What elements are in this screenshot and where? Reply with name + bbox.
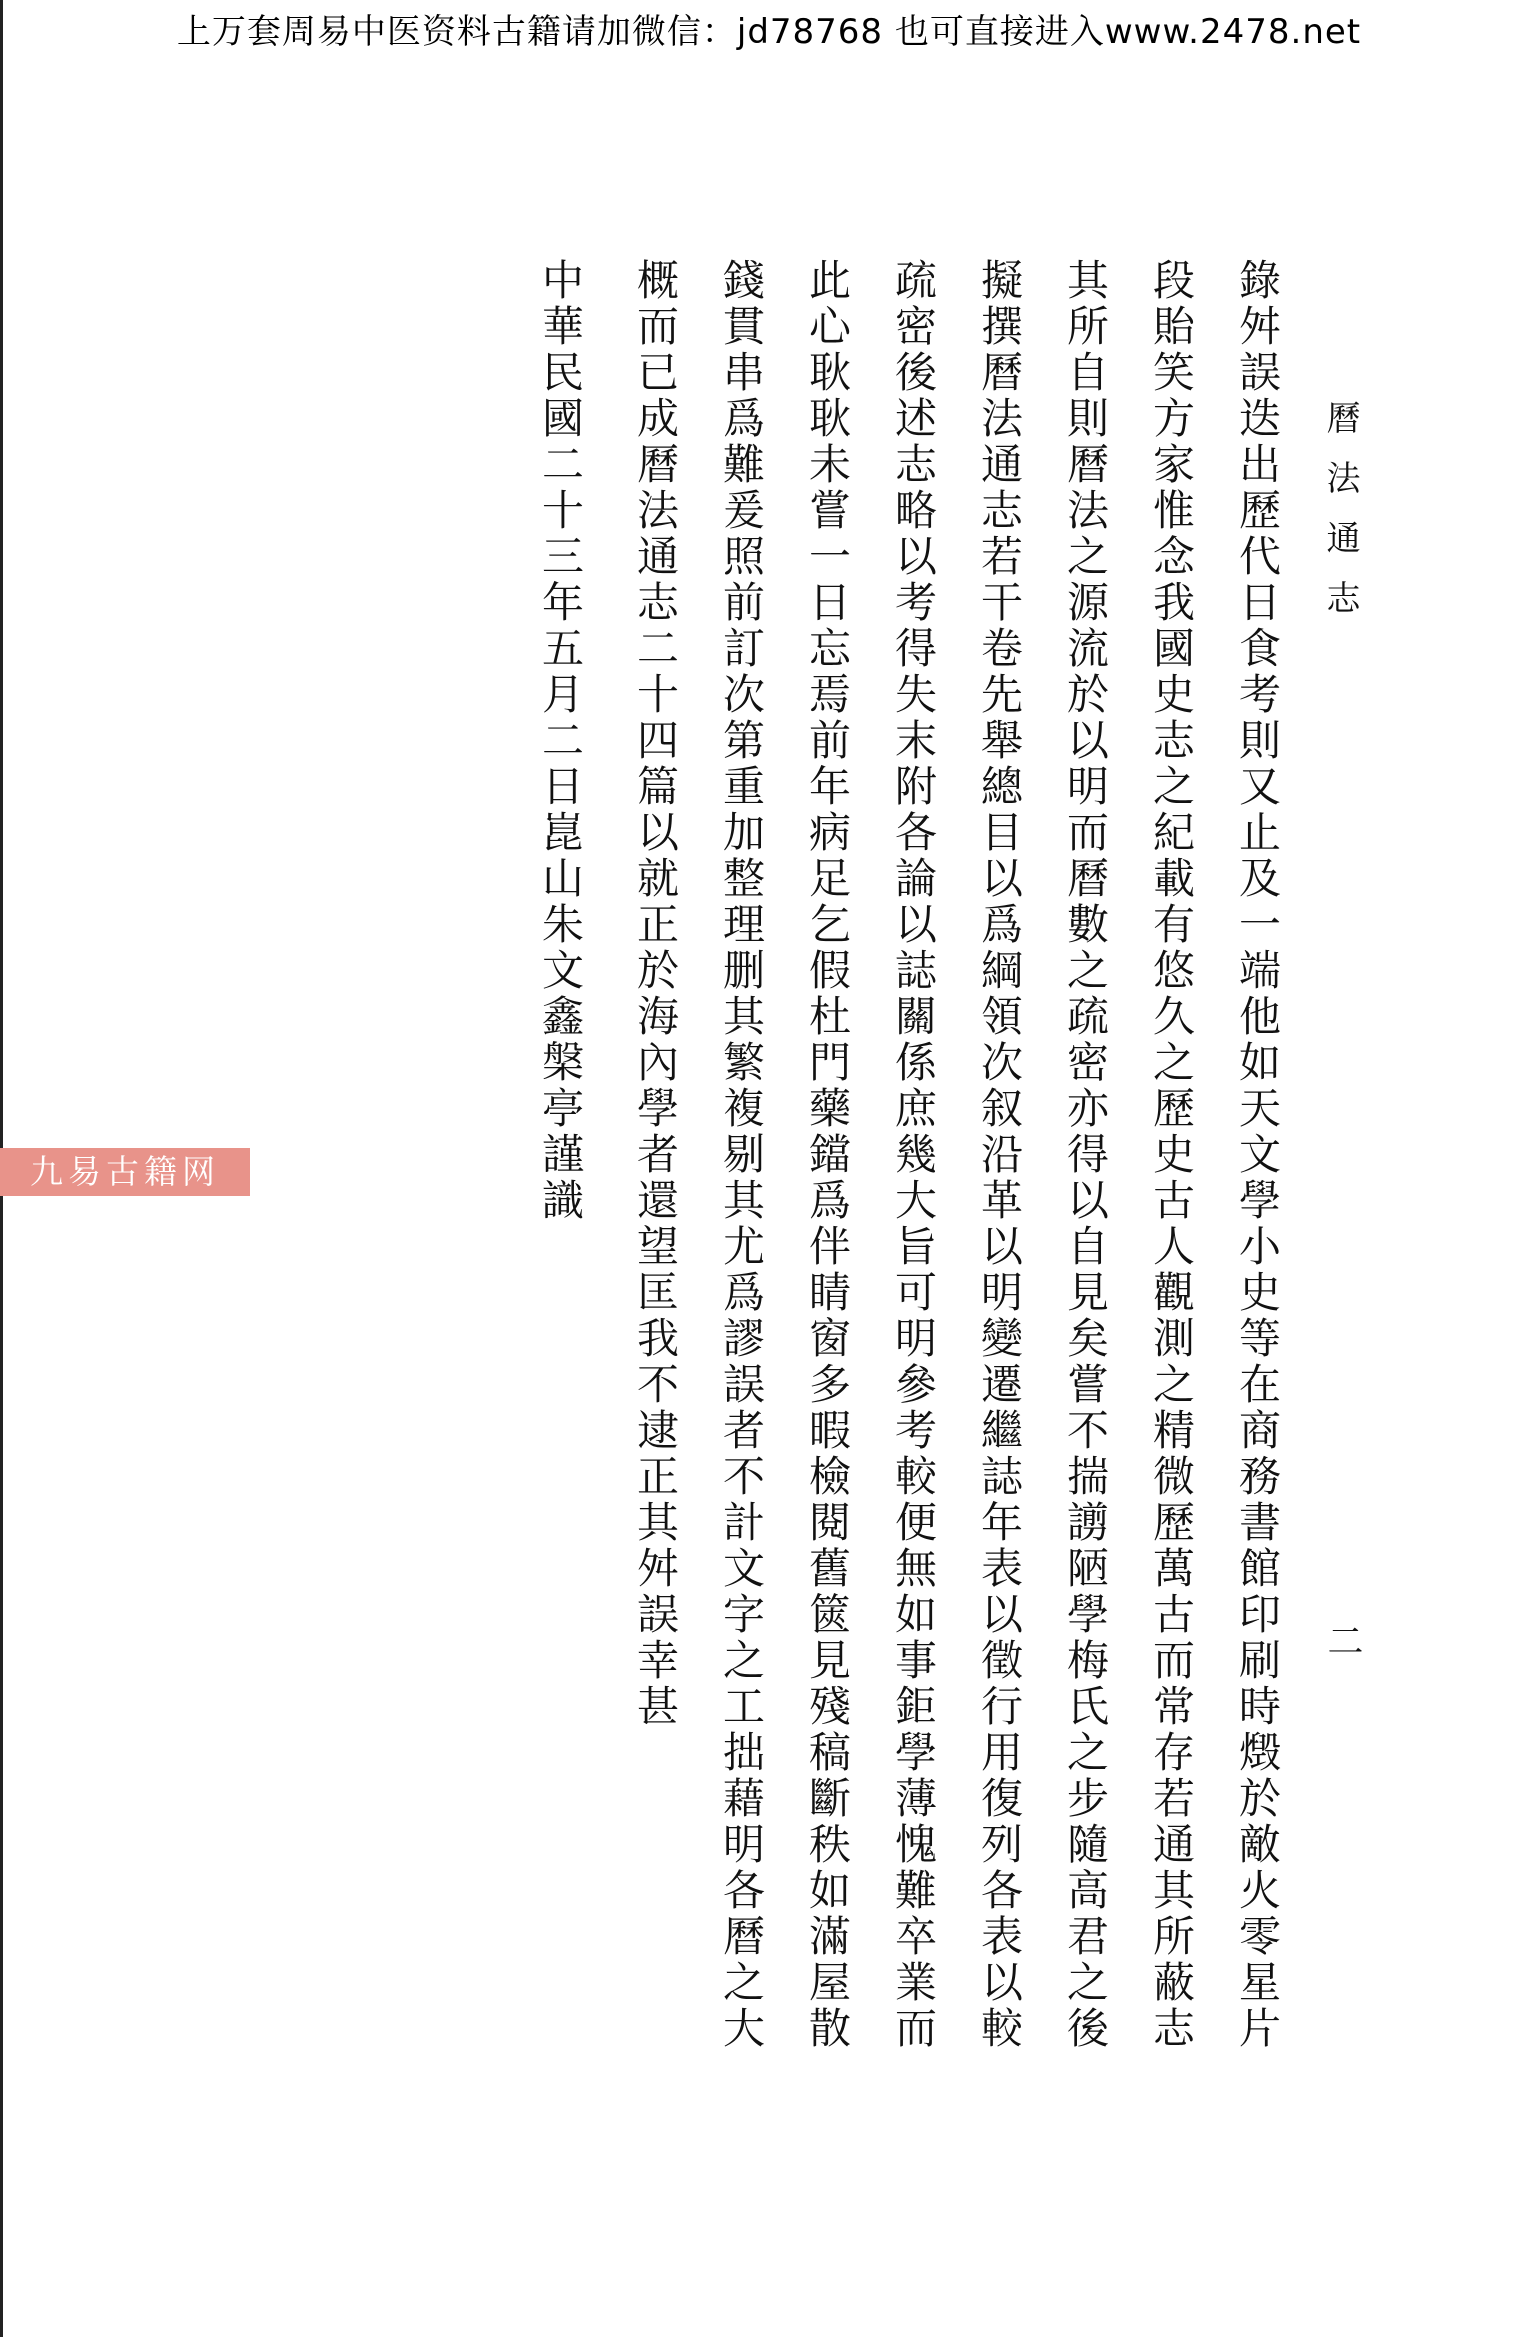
site-stamp-logo: 九易古籍网	[0, 1148, 250, 1196]
text-column-5: 疏密後述志略以考得失末附各論以誌關係庶幾大旨可明參考較便無如事鉅學薄愧難卒業而	[889, 258, 938, 2052]
preface-body	[530, 258, 1300, 2052]
text-column-7: 錢貫串爲難爰照前訂次第重加整理删其繁複剔其尤爲謬誤者不計文字之工拙藉明各曆之大	[717, 258, 766, 2052]
top-watermark-text: 上万套周易中医资料古籍请加微信：jd78768 也可直接进入www.2478.net	[176, 12, 1362, 52]
page-number: 二	[1322, 1622, 1363, 1658]
running-head: 曆法通志	[1320, 400, 1360, 640]
signature-line: 中華民國二十三年五月二日崑山朱文鑫槃亭謹識	[536, 258, 585, 1224]
text-column-8: 概而已成曆法通志二十四篇以就正於海內學者還望匡我不逮正其舛誤幸甚	[631, 258, 680, 1730]
text-column-1: 錄舛誤迭出歷代日食考則又止及一端他如天文學小史等在商務書館印刷時燬於敵火零星片	[1233, 258, 1282, 2052]
text-column-4: 擬撰曆法通志若干卷先舉總目以爲綱領次叙沿革以明變遷繼誌年表以徵行用復列各表以較	[975, 258, 1024, 2052]
text-column-3: 其所自則曆法之源流於以明而曆數之疏密亦得以自見矣嘗不揣謭陋學梅氏之步隨高君之後	[1061, 258, 1110, 2052]
text-column-2: 段貽笑方家惟念我國史志之紀載有悠久之歷史古人觀測之精微歷萬古而常存若通其所蔽志	[1147, 258, 1196, 2052]
text-column-6: 此心耿耿未嘗一日忘焉前年病足乞假杜門藥鐺爲伴睛窗多暇檢閱舊篋見殘稿斷秩如滿屋散	[803, 258, 852, 2052]
